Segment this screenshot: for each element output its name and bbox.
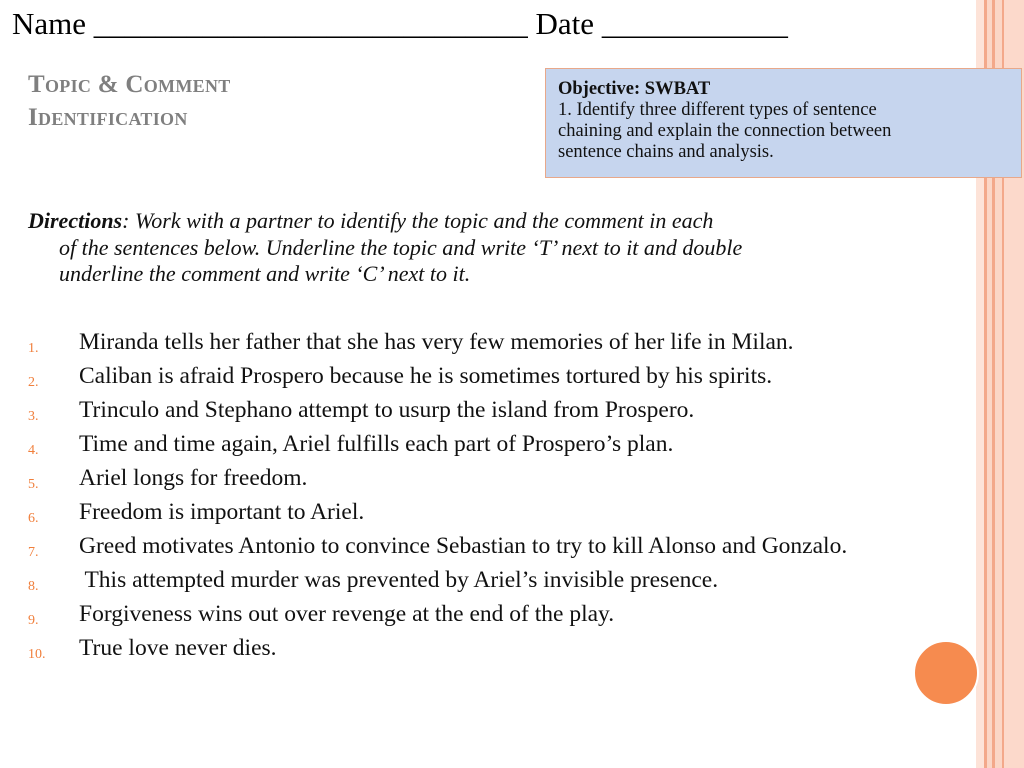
name-label: Name — [12, 6, 87, 41]
sentence-text: Trinculo and Stephano attempt to usurp the island from Prospero. — [79, 397, 695, 423]
list-number: 8. — [28, 579, 39, 594]
directions-text-1: : Work with a partner to identify the topic and the comment in each — [122, 208, 714, 233]
list-item — [28, 431, 1018, 457]
sentence-text: Greed motivates Antonio to convince Sebastian to try to kill Alonso and Gonzalo. — [79, 533, 848, 559]
title-line-2: Identification — [28, 104, 188, 131]
objective-line-3: sentence chains and analysis. — [558, 142, 774, 162]
list-item — [28, 635, 1018, 661]
list-number: 3. — [28, 409, 39, 424]
date-blank: ____________ — [601, 6, 788, 41]
list-number: 5. — [28, 477, 39, 492]
objective-line-2: chaining and explain the connection between — [558, 121, 892, 141]
directions-text-3: underline the comment and write ‘C’ next to it. — [59, 261, 471, 286]
sentence-text: Caliban is afraid Prospero because he is sometimes tortured by his spirits. — [79, 363, 773, 389]
sentence-text: True love never dies. — [79, 635, 277, 661]
list-number: 1. — [28, 341, 39, 356]
list-number: 10. — [28, 647, 46, 662]
name-date-line — [12, 6, 788, 42]
objective-heading: Objective: SWBAT — [558, 79, 711, 99]
sentence-text: Freedom is important to Ariel. — [79, 499, 365, 525]
list-number: 2. — [28, 375, 39, 390]
sentence-list — [28, 329, 1018, 669]
list-number: 7. — [28, 545, 39, 560]
date-label: Date — [535, 6, 595, 41]
list-number: 4. — [28, 443, 39, 458]
directions-paragraph — [28, 208, 1018, 288]
objective-line-1: 1. Identify three different types of sentence — [558, 100, 877, 120]
list-item — [28, 363, 1018, 389]
list-item — [28, 533, 1018, 559]
list-item — [28, 397, 1018, 423]
page-title — [28, 68, 231, 134]
directions-text-2: of the sentences below. Underline the topic and write ‘T’ next to it and double — [59, 234, 743, 260]
sentence-text: This attempted murder was prevented by Ariel’s invisible presence. — [79, 567, 719, 593]
decorative-orange-circle — [913, 640, 979, 706]
list-item — [28, 567, 1018, 593]
objective-box — [545, 68, 1022, 178]
directions-label: Directions — [28, 208, 123, 233]
sentence-text: Forgiveness wins out over revenge at the end of the play. — [79, 601, 615, 627]
sentence-text: Miranda tells her father that she has very few memories of her life in Milan. — [79, 329, 794, 355]
list-item — [28, 329, 1018, 355]
list-item — [28, 601, 1018, 627]
list-number: 9. — [28, 613, 39, 628]
list-item — [28, 499, 1018, 525]
sentence-text: Ariel longs for freedom. — [79, 465, 308, 491]
name-blank: ____________________________ — [93, 6, 528, 41]
title-line-1: Topic & Comment — [28, 71, 231, 98]
sentence-text: Time and time again, Ariel fulfills each part of Prospero’s plan. — [79, 431, 674, 457]
list-number: 6. — [28, 511, 39, 526]
list-item — [28, 465, 1018, 491]
